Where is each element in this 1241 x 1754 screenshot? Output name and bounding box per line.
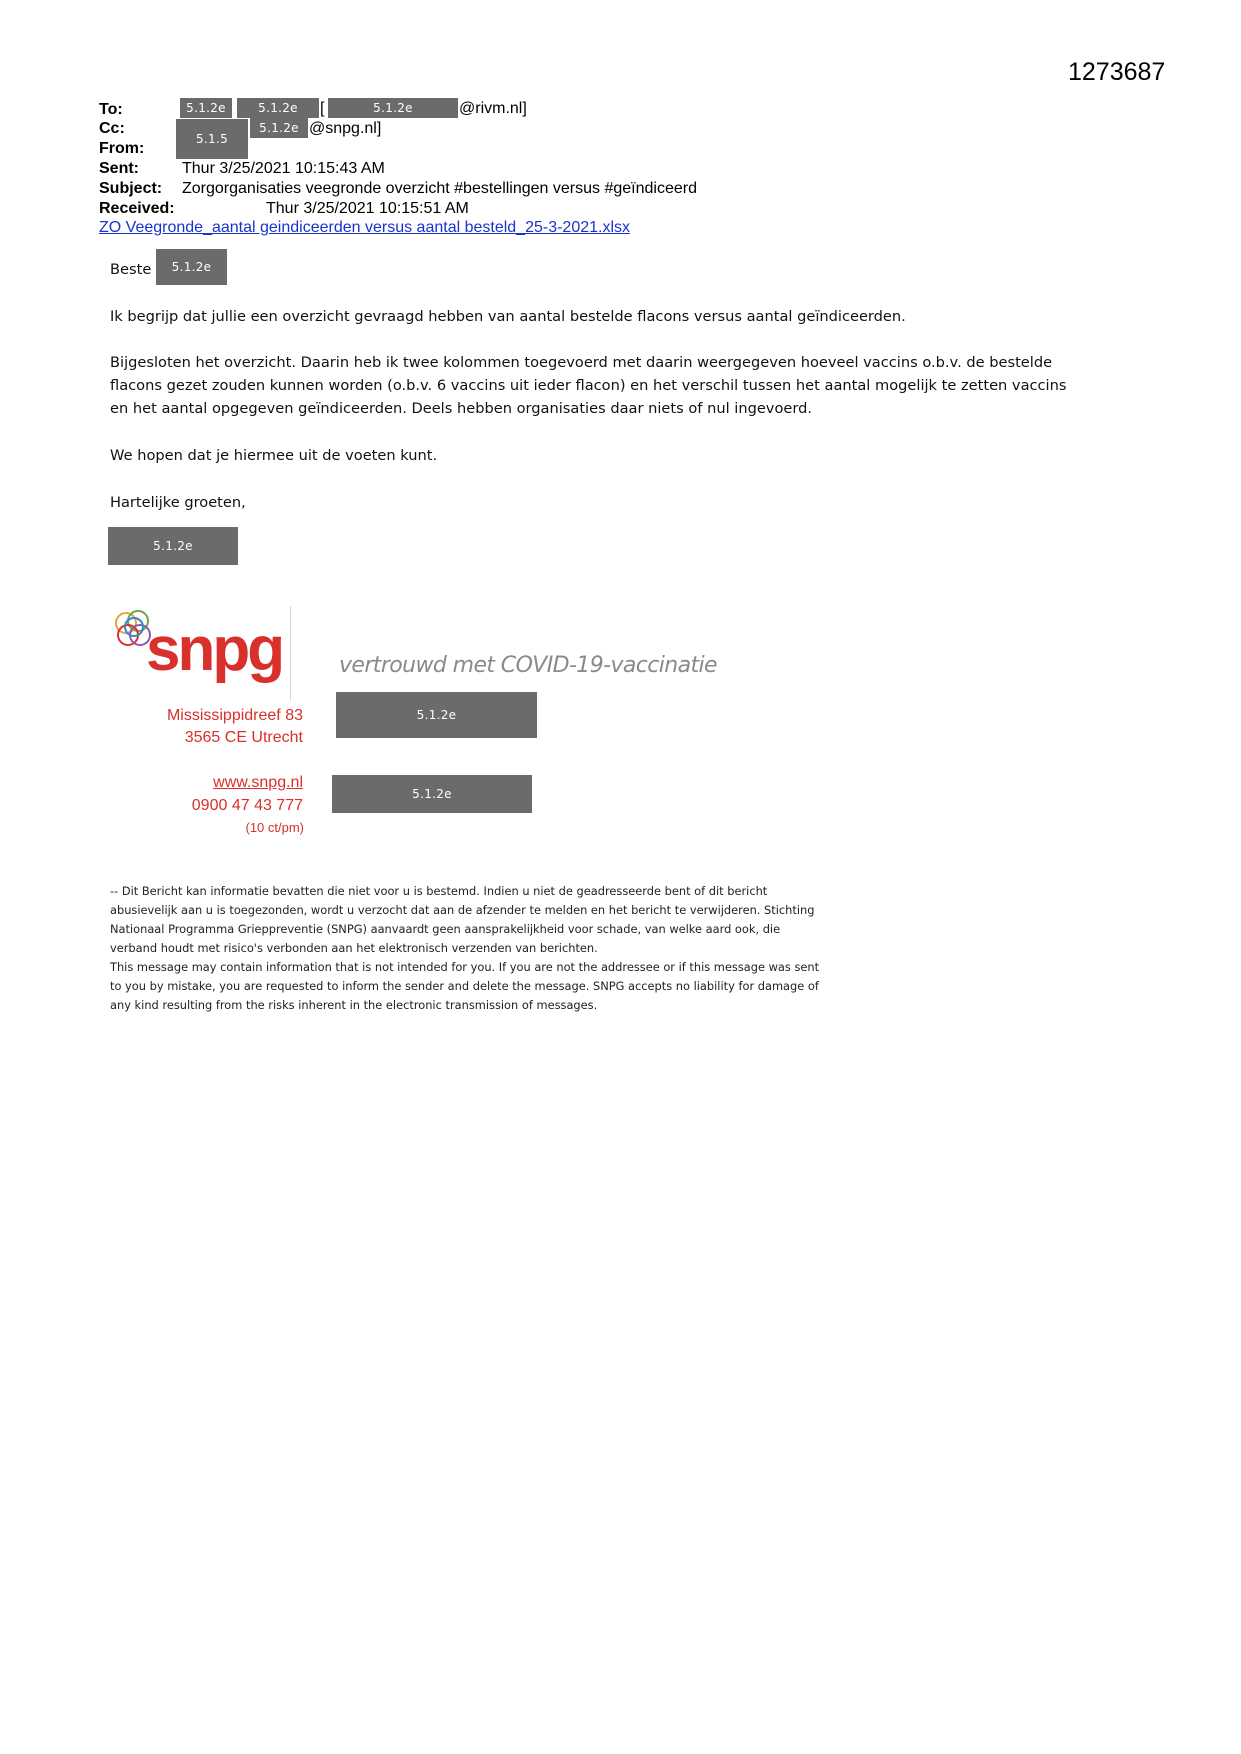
disclaimer-en-line-3: any kind resulting from the risks inherent in the electronic transmission of messages. (110, 998, 598, 1012)
to-redaction-3: 5.1.2e (328, 98, 458, 118)
attachment-link[interactable]: ZO Veegronde_aantal geindiceerden versus aantal besteld_25-3-2021.xlsx (99, 219, 631, 236)
to-label: To: (99, 101, 123, 118)
address-line-2: 3565 CE Utrecht (184, 729, 303, 746)
tagline: vertrouwd met COVID-19-vaccinatie (339, 653, 717, 678)
from-label: From: (99, 140, 145, 157)
received-value: Thur 3/25/2021 10:15:51 AM (266, 200, 469, 217)
sent-label: Sent: (99, 160, 139, 177)
signature-redaction: 5.1.2e (108, 527, 238, 565)
paragraph-2-line-3: en het aantal opgegeven geïndiceerden. Deels hebben organisaties daar niets of nul ingevoerd. (110, 400, 812, 417)
document-number: 1273687 (1068, 58, 1166, 86)
paragraph-1: Ik begrijp dat jullie een overzicht gevraagd hebben van aantal bestelde flacons versus aantal geïndiceerden. (110, 308, 906, 325)
from-redaction: 5.1.5 (176, 119, 248, 159)
disclaimer-nl-line-3: Nationaal Programma Grieppreventie (SNPG) aanvaardt geen aansprakelijkheid voor schade, van welke aard ook, die (110, 922, 781, 936)
paragraph-2 (110, 351, 1066, 420)
subject-label: Subject: (99, 180, 163, 197)
to-domain: @rivm.nl] (459, 100, 527, 117)
closing: Hartelijke groeten, (110, 494, 246, 511)
to-redaction-1: 5.1.2e (180, 98, 232, 118)
disclaimer-en-line-2: to you by mistake, you are requested to inform the sender and delete the message. SNPG accepts no liability for damage of (110, 979, 819, 993)
subject-value: Zorgorganisaties veegronde overzicht #bestellingen versus #geïndiceerd (182, 180, 697, 197)
disclaimer-nl-line-1: -- Dit Bericht kan informatie bevatten die niet voor u is bestemd. Indien u niet de geadresseerde bent of dit bericht (110, 884, 768, 898)
cc-domain: @snpg.nl] (309, 120, 382, 137)
website-link[interactable]: www.snpg.nl (213, 774, 303, 791)
to-bracket: [ (320, 100, 325, 117)
greeting: Beste (110, 261, 152, 278)
received-label: Received: (99, 200, 175, 217)
cc-label: Cc: (99, 120, 125, 137)
sent-value: Thur 3/25/2021 10:15:43 AM (182, 160, 385, 177)
phone-number: 0900 47 43 777 (191, 797, 303, 814)
signature-redaction-1: 5.1.2e (336, 692, 537, 738)
cc-redaction: 5.1.2e (250, 118, 308, 138)
disclaimer-en-line-1: This message may contain information that is not intended for you. If you are not the addressee or if this message was sent (110, 960, 820, 974)
disclaimer (110, 882, 930, 1015)
paragraph-3: We hopen dat je hiermee uit de voeten kunt. (110, 447, 438, 464)
address-line-1: Mississippidreef 83 (166, 707, 303, 724)
signature-redaction-2: 5.1.2e (332, 775, 532, 813)
paragraph-2-line-2: flacons gezet zouden kunnen worden (o.b.v. 6 vaccins uit ieder flacon) en het verschil tussen het aantal mogelijk te zetten vaccins (110, 377, 1067, 394)
disclaimer-nl-line-4: verband houdt met risico's verbonden aan het elektronisch verzenden van berichten. (110, 941, 598, 955)
call-rate: (10 ct/pm) (245, 820, 304, 835)
greeting-redaction: 5.1.2e (156, 249, 227, 285)
to-redaction-2: 5.1.2e (237, 98, 319, 118)
signature-divider (290, 606, 291, 701)
disclaimer-nl-line-2: abusievelijk aan u is toegezonden, wordt u verzocht dat aan de afzender te melden en het bericht te verwijderen. Stichting (110, 903, 815, 917)
snpg-logo-text: snpg (146, 615, 283, 684)
paragraph-2-line-1: Bijgesloten het overzicht. Daarin heb ik twee kolommen toegevoerd met daarin weergegeven hoeveel vaccins o.b.v. de bestelde (110, 354, 1053, 371)
